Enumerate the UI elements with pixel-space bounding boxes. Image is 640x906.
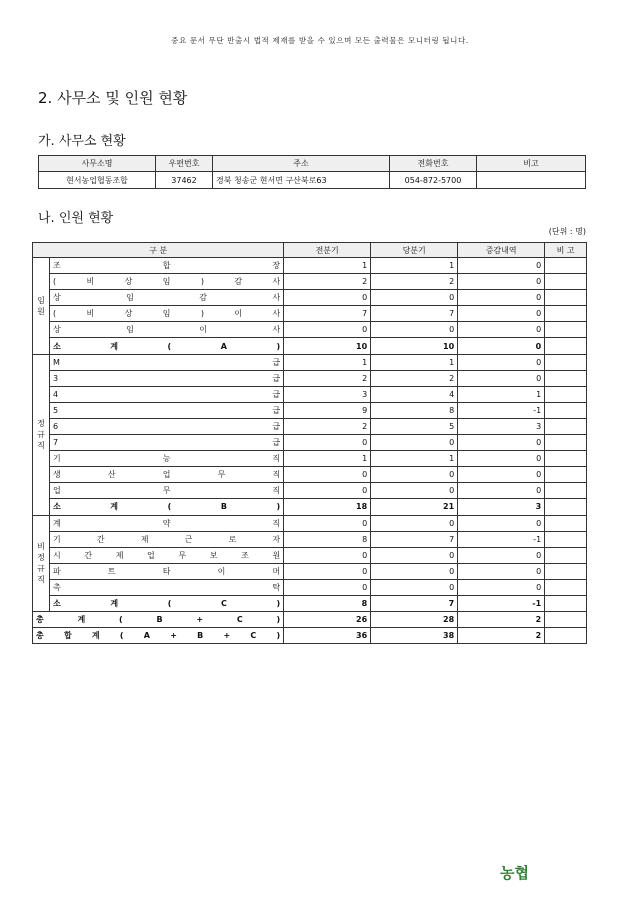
staff-cell-note xyxy=(545,306,587,322)
staff-col-diff: 증감내역 xyxy=(458,243,545,258)
staff-cell-curr: 0 xyxy=(371,322,458,338)
staff-row-name: 3 급 xyxy=(50,370,284,386)
staff-cell-note xyxy=(545,579,587,595)
office-name: 현서농업협동조합 xyxy=(39,172,156,189)
staff-cell-note xyxy=(545,563,587,579)
staff-cell-diff: -1 xyxy=(458,402,545,418)
staff-cell-prev: 3 xyxy=(284,386,371,402)
staff-row xyxy=(33,274,587,290)
staff-cell-curr: 1 xyxy=(371,354,458,370)
staff-col-category: 구 분 xyxy=(33,243,284,258)
staff-total-row xyxy=(33,628,587,644)
staff-cell-prev: 0 xyxy=(284,467,371,483)
staff-row-name: 촉 탁 xyxy=(50,579,284,595)
office-note xyxy=(477,172,586,189)
staff-row-name: 계 약 직 xyxy=(50,515,284,531)
staff-header-row xyxy=(33,243,587,258)
staff-cell-note xyxy=(545,290,587,306)
staff-cell-prev: 18 xyxy=(284,499,371,515)
staff-cell-diff: 0 xyxy=(458,290,545,306)
staff-cell-curr: 0 xyxy=(371,547,458,563)
staff-row-name: 4 급 xyxy=(50,386,284,402)
staff-cell-curr: 0 xyxy=(371,579,458,595)
staff-row xyxy=(33,595,587,611)
staff-cell-diff: 0 xyxy=(458,306,545,322)
staff-cell-curr: 7 xyxy=(371,306,458,322)
office-row xyxy=(39,172,586,189)
office-phone: 054-872-5700 xyxy=(390,172,477,189)
staff-col-prev: 전분기 xyxy=(284,243,371,258)
staff-total-name: 총 합 계 ( A + B + C ) xyxy=(33,628,284,644)
staff-row-name: 조 합 장 xyxy=(50,258,284,274)
staff-row xyxy=(33,354,587,370)
staff-cell-note xyxy=(545,467,587,483)
staff-cell-diff: 0 xyxy=(458,483,545,499)
staff-cell-prev: 1 xyxy=(284,258,371,274)
staff-row-name: 5 급 xyxy=(50,402,284,418)
staff-total-diff: 2 xyxy=(458,628,545,644)
staff-cell-note xyxy=(545,418,587,434)
staff-row xyxy=(33,418,587,434)
staff-total-note xyxy=(545,612,587,628)
staff-row xyxy=(33,563,587,579)
staff-cell-prev: 2 xyxy=(284,370,371,386)
staff-cell-prev: 0 xyxy=(284,563,371,579)
staff-cell-prev: 1 xyxy=(284,354,371,370)
staff-cell-note xyxy=(545,483,587,499)
staff-cell-curr: 0 xyxy=(371,467,458,483)
section-title: 2. 사무소 및 인원 현황 xyxy=(38,89,188,107)
staff-cell-note xyxy=(545,258,587,274)
staff-cell-diff: 0 xyxy=(458,451,545,467)
staff-row-name: 7 급 xyxy=(50,435,284,451)
office-col-name: 사무소명 xyxy=(39,156,156,172)
staff-cell-curr: 0 xyxy=(371,515,458,531)
staff-cell-diff: 0 xyxy=(458,338,545,354)
staff-cell-diff: 0 xyxy=(458,579,545,595)
staff-total-curr: 28 xyxy=(371,612,458,628)
staff-cell-note xyxy=(545,595,587,611)
staff-row xyxy=(33,467,587,483)
staff-row xyxy=(33,499,587,515)
staff-row xyxy=(33,290,587,306)
staff-cell-curr: 2 xyxy=(371,370,458,386)
office-subtitle: 가. 사무소 현황 xyxy=(38,134,126,149)
staff-row-name: 기 간 제 근 로 자 xyxy=(50,531,284,547)
staff-cell-note xyxy=(545,402,587,418)
staff-row xyxy=(33,338,587,354)
staff-group-label: 비 정 규 직 xyxy=(33,515,50,612)
staff-cell-curr: 5 xyxy=(371,418,458,434)
staff-row-name: 소 계 ( A ) xyxy=(50,338,284,354)
staff-row xyxy=(33,547,587,563)
staff-total-prev: 26 xyxy=(284,612,371,628)
staff-row xyxy=(33,322,587,338)
staff-cell-note xyxy=(545,547,587,563)
staff-cell-diff: 0 xyxy=(458,370,545,386)
staff-cell-note xyxy=(545,370,587,386)
staff-cell-note xyxy=(545,451,587,467)
confidential-notice: 중요 문서 무단 반출시 법적 제재를 받을 수 있으며 모든 출력물은 모니터링 됩니다. xyxy=(171,36,469,45)
staff-cell-diff: 3 xyxy=(458,418,545,434)
staff-cell-curr: 8 xyxy=(371,402,458,418)
staff-row-name: 상 임 감 사 xyxy=(50,290,284,306)
staff-row-name: 6 급 xyxy=(50,418,284,434)
staff-cell-prev: 9 xyxy=(284,402,371,418)
staff-row-name: M 급 xyxy=(50,354,284,370)
staff-row xyxy=(33,579,587,595)
staff-cell-prev: 7 xyxy=(284,306,371,322)
staff-row-name: 소 계 ( C ) xyxy=(50,595,284,611)
staff-cell-diff: 0 xyxy=(458,547,545,563)
staff-table xyxy=(32,242,587,644)
staff-cell-diff: 0 xyxy=(458,354,545,370)
staff-row-name: 파 트 타 이 머 xyxy=(50,563,284,579)
staff-total-diff: 2 xyxy=(458,612,545,628)
staff-group-label: 임 원 xyxy=(33,258,50,355)
staff-cell-prev: 8 xyxy=(284,531,371,547)
office-col-note: 비고 xyxy=(477,156,586,172)
staff-cell-note xyxy=(545,338,587,354)
staff-row-name: 상 임 이 사 xyxy=(50,322,284,338)
office-col-phone: 전화번호 xyxy=(390,156,477,172)
nonghyup-logo: 농협 xyxy=(500,864,529,882)
staff-cell-diff: 0 xyxy=(458,258,545,274)
staff-subtitle: 나. 인원 현황 xyxy=(38,211,114,226)
staff-cell-diff: -1 xyxy=(458,595,545,611)
staff-total-row xyxy=(33,612,587,628)
staff-cell-prev: 10 xyxy=(284,338,371,354)
staff-row xyxy=(33,451,587,467)
staff-cell-note xyxy=(545,354,587,370)
staff-total-name: 총 계 ( B + C ) xyxy=(33,612,284,628)
staff-col-curr: 당분기 xyxy=(371,243,458,258)
staff-cell-prev: 2 xyxy=(284,274,371,290)
staff-cell-curr: 0 xyxy=(371,563,458,579)
staff-cell-prev: 2 xyxy=(284,418,371,434)
staff-cell-curr: 1 xyxy=(371,258,458,274)
staff-cell-note xyxy=(545,531,587,547)
staff-cell-diff: 1 xyxy=(458,386,545,402)
staff-row-name: 소 계 ( B ) xyxy=(50,499,284,515)
staff-cell-note xyxy=(545,435,587,451)
staff-cell-prev: 1 xyxy=(284,451,371,467)
staff-cell-note xyxy=(545,274,587,290)
staff-cell-curr: 2 xyxy=(371,274,458,290)
staff-cell-curr: 0 xyxy=(371,435,458,451)
staff-total-prev: 36 xyxy=(284,628,371,644)
unit-label: (단위 : 명) xyxy=(548,227,586,236)
staff-cell-note xyxy=(545,499,587,515)
staff-row-name: ( 비 상 임 ) 감 사 xyxy=(50,274,284,290)
office-col-address: 주소 xyxy=(213,156,390,172)
staff-cell-note xyxy=(545,322,587,338)
staff-cell-diff: -1 xyxy=(458,531,545,547)
staff-row xyxy=(33,402,587,418)
staff-cell-prev: 0 xyxy=(284,515,371,531)
staff-cell-diff: 0 xyxy=(458,563,545,579)
staff-cell-prev: 0 xyxy=(284,322,371,338)
office-table xyxy=(38,155,586,189)
staff-row xyxy=(33,370,587,386)
staff-cell-prev: 8 xyxy=(284,595,371,611)
staff-row-name: 업 무 직 xyxy=(50,483,284,499)
staff-cell-curr: 4 xyxy=(371,386,458,402)
office-address: 경북 청송군 현서면 구산북로63 xyxy=(213,172,390,189)
staff-cell-diff: 0 xyxy=(458,467,545,483)
staff-group-label: 정 규 직 xyxy=(33,354,50,515)
staff-row-name: 생 산 업 무 직 xyxy=(50,467,284,483)
staff-total-note xyxy=(545,628,587,644)
staff-cell-diff: 3 xyxy=(458,499,545,515)
staff-cell-curr: 1 xyxy=(371,451,458,467)
staff-row-name: 시 간 제 업 무 보 조 원 xyxy=(50,547,284,563)
staff-row-name: ( 비 상 임 ) 이 사 xyxy=(50,306,284,322)
staff-cell-diff: 0 xyxy=(458,322,545,338)
staff-total-curr: 38 xyxy=(371,628,458,644)
office-col-zip: 우편번호 xyxy=(156,156,213,172)
staff-cell-prev: 0 xyxy=(284,290,371,306)
staff-cell-curr: 0 xyxy=(371,483,458,499)
staff-cell-curr: 0 xyxy=(371,290,458,306)
staff-row xyxy=(33,435,587,451)
staff-cell-prev: 0 xyxy=(284,547,371,563)
staff-cell-note xyxy=(545,386,587,402)
staff-cell-prev: 0 xyxy=(284,579,371,595)
staff-cell-curr: 10 xyxy=(371,338,458,354)
office-header-row xyxy=(39,156,586,172)
staff-cell-curr: 7 xyxy=(371,595,458,611)
staff-row xyxy=(33,531,587,547)
staff-cell-diff: 0 xyxy=(458,515,545,531)
staff-cell-note xyxy=(545,515,587,531)
staff-cell-prev: 0 xyxy=(284,483,371,499)
staff-row-name: 기 능 직 xyxy=(50,451,284,467)
staff-cell-prev: 0 xyxy=(284,435,371,451)
staff-cell-curr: 21 xyxy=(371,499,458,515)
staff-cell-curr: 7 xyxy=(371,531,458,547)
staff-row xyxy=(33,386,587,402)
staff-row xyxy=(33,306,587,322)
staff-row xyxy=(33,258,587,274)
office-zip: 37462 xyxy=(156,172,213,189)
staff-cell-diff: 0 xyxy=(458,435,545,451)
staff-col-note: 비 고 xyxy=(545,243,587,258)
staff-row xyxy=(33,515,587,531)
staff-row xyxy=(33,483,587,499)
staff-cell-diff: 0 xyxy=(458,274,545,290)
staff-body xyxy=(33,258,587,644)
